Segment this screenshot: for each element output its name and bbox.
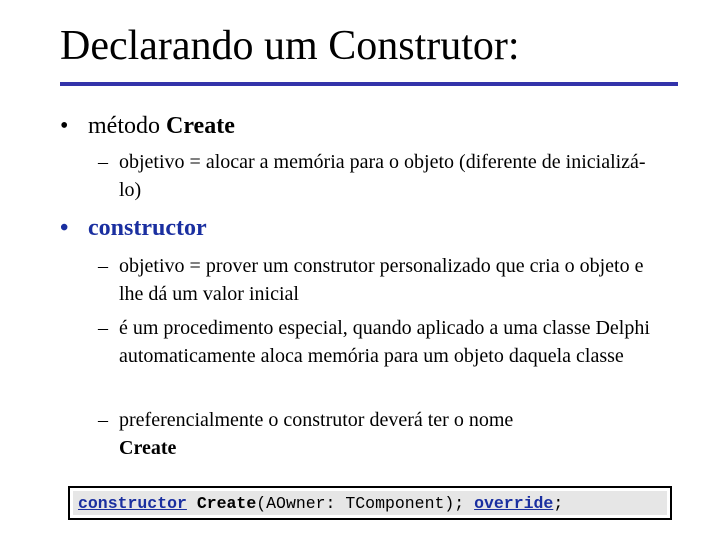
code-keyword-constructor: constructor (78, 494, 187, 513)
bullet-label: método (88, 113, 160, 139)
code-keyword-override: override (474, 494, 554, 513)
code-box (68, 486, 672, 520)
sub-text (119, 406, 659, 462)
bullet-text (88, 112, 235, 140)
sub-dash: – (98, 317, 108, 339)
code-method-name: Create (196, 494, 257, 513)
code-line (78, 494, 563, 514)
bullet-dot: • (60, 113, 69, 139)
bullet-label-bold: Create (166, 113, 235, 139)
bullet-dot: • (60, 215, 69, 241)
bullet-label: constructor (88, 215, 207, 241)
sub-dash: – (98, 151, 108, 173)
sub-text-bold: Create (119, 437, 177, 459)
slide-title: Declarando um Construtor: (60, 23, 520, 69)
sub-text-plain: preferencialmente o construtor deverá ter o nome (119, 409, 514, 431)
sub-text: objetivo = alocar a memória para o objeto (diferente de inicializá-lo) (119, 151, 646, 201)
code-params: (AOwner: TComponent); (256, 494, 465, 513)
sub-text: objetivo = prover um construtor personalizado que cria o objeto e lhe dá um valor inicial (119, 255, 644, 305)
sub-dash: – (98, 409, 108, 431)
code-semicolon: ; (553, 494, 564, 513)
title-underline (60, 82, 678, 86)
sub-dash: – (98, 255, 108, 277)
sub-text: é um procedimento especial, quando aplicado a uma classe Delphi automaticamente aloca memória para um objeto daquela classe (119, 317, 650, 367)
